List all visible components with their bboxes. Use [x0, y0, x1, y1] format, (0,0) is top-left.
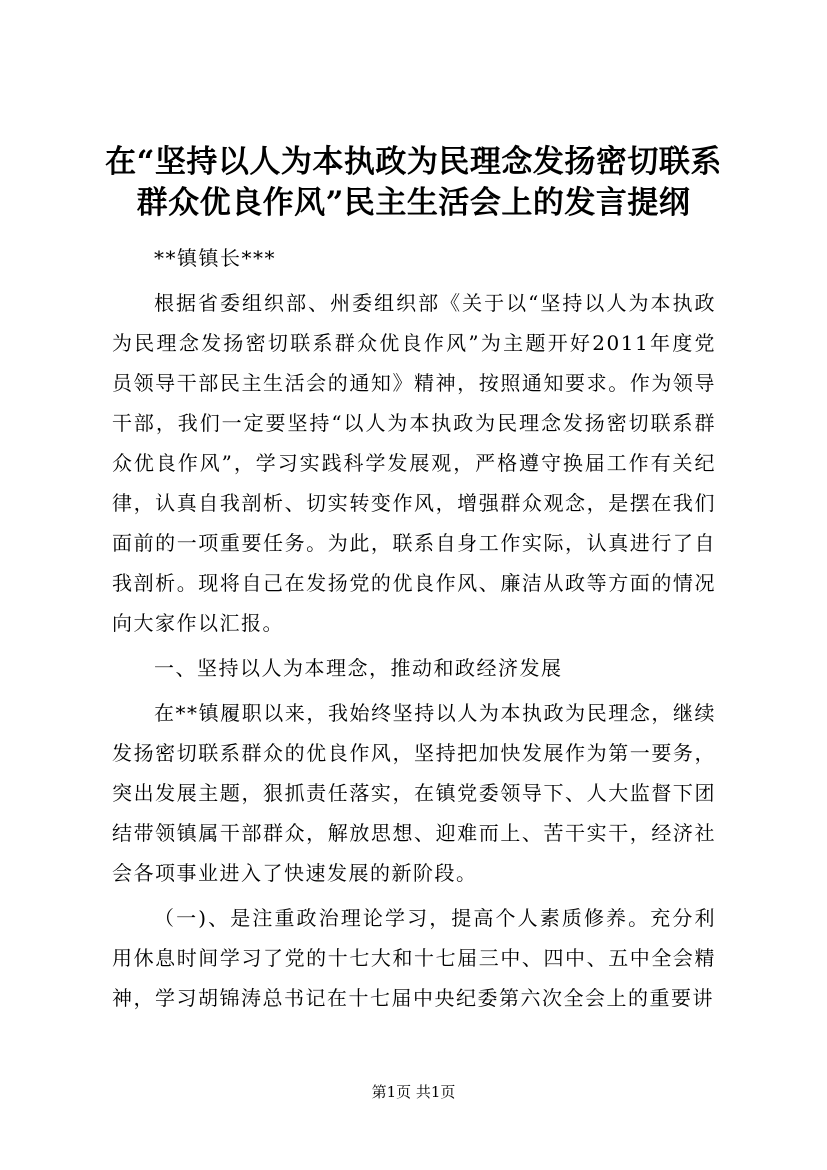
intro-paragraph: 根据省委组织部、州委组织部《关于以“坚持以人为本执政为民理念发扬密切联系群众优良作风”为主题开好2011年度党员领导干部民主生活会的通知》精神，按照通知要求。作为领导干部，我们一定要坚持“以人为本执政为民理念发扬密切联系群众优良作风”，学习实践科学发展观，严格遵守换届工作有关纪律，认真自我剖析、切实转变作风，增强群众观念，是摆在我们面前的一项重要任务。为此，联系自身工作实际，认真进行了自我剖析。现将自己在发扬党的优良作风、廉洁从政等方面的情况向大家作以汇报。 [112, 291, 716, 635]
page-footer: 第1页 共1页 [371, 1083, 456, 1101]
document-title [60, 142, 767, 224]
section-1-heading: 一、坚持以人为本理念，推动和政经济发展 [154, 656, 563, 680]
subsection-1-paragraph: （一)、是注重政治理论学习，提高个人素质修养。充分利用休息时间学习了党的十七大和十七届三中、四中、五中全会精神，学习胡锦涛总书记在十七届中央纪委第六次全会上的重要讲 [112, 906, 716, 1010]
document-body [112, 238, 716, 1018]
section-1-paragraph: 在**镇履职以来，我始终坚持以人为本执政为民理念，继续发扬密切联系群众的优良作风，坚持把加快发展作为第一要务，突出发展主题，狠抓责任落实，在镇党委领导下、人大监督下团结带领镇属干部群众，解放思想、迎难而上、苦干实干，经济社会各项事业进入了快速发展的新阶段。 [112, 701, 716, 885]
title-line-1: 在“坚持以人为本执政为民理念发扬密切联系 [105, 144, 722, 180]
author-line: **镇镇长*** [154, 246, 276, 270]
title-line-2: 群众优良作风”民主生活会上的发言提纲 [136, 185, 691, 221]
